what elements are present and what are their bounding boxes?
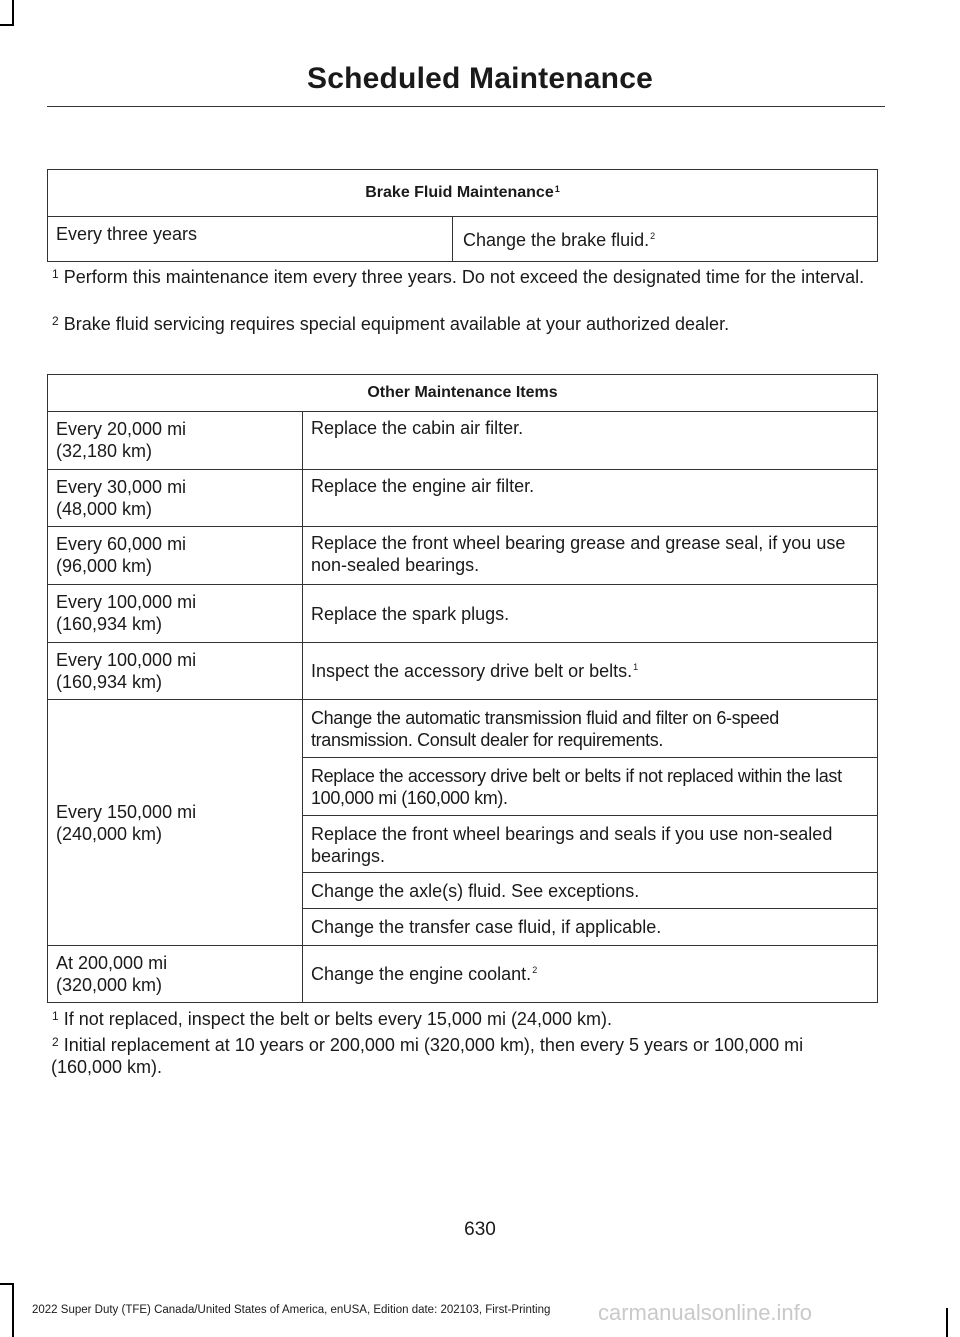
- interval-cell: [48, 643, 303, 700]
- action-cell: [303, 412, 878, 470]
- action-text: Change the automatic transmission fluid and filter on 6-speed transmission. Consult dealer for requirements.: [311, 708, 779, 750]
- action-cell: [303, 585, 878, 643]
- interval-cell: [48, 527, 303, 585]
- action-text: Change the transfer case fluid, if applicable.: [311, 917, 662, 937]
- other-maintenance-table: [47, 374, 878, 1003]
- interval-text: At 200,000 mi (320,000 km): [56, 953, 168, 995]
- brake-action: Change the brake fluid.: [463, 230, 650, 250]
- footnote-ref: 1: [554, 184, 560, 194]
- action-text: Inspect the accessory drive belt or belts.: [311, 661, 633, 681]
- other-footnote-2: [51, 1034, 841, 1078]
- crop-mark: [12, 1283, 14, 1337]
- crop-mark: [0, 24, 14, 26]
- brake-fluid-table: [47, 169, 878, 262]
- crop-mark: [12, 0, 14, 26]
- footnote-ref: 1: [633, 662, 639, 672]
- action-text: Replace the accessory drive belt or belts if not replaced within the last 100,000 mi (160,000 km).: [311, 766, 842, 808]
- action-text: Change the axle(s) fluid. See exceptions.: [311, 880, 640, 901]
- brake-table-title: Brake Fluid Maintenance: [365, 184, 554, 201]
- title-divider: [47, 106, 885, 107]
- action-cell: [303, 946, 878, 1003]
- footnote-text: If not replaced, inspect the belt or belts every 15,000 mi (24,000 km).: [58, 1009, 612, 1029]
- brake-table-header: [48, 170, 878, 217]
- page-title: Scheduled Maintenance: [307, 62, 653, 95]
- interval-cell: [48, 585, 303, 643]
- interval-text: Every 100,000 mi (160,934 km): [56, 592, 197, 634]
- action-text: Replace the front wheel bearing grease and grease seal, if you use non-sealed bearings.: [311, 533, 846, 575]
- group-interval-cell: [48, 700, 303, 946]
- crop-mark: [0, 1283, 14, 1285]
- footnote-number: 1: [52, 1009, 59, 1023]
- other-table-title: Other Maintenance Items: [367, 384, 558, 401]
- brake-footnote-2: [51, 313, 866, 335]
- page-number: 630: [464, 1219, 496, 1240]
- other-table-header: [48, 375, 878, 412]
- brake-action-cell: [453, 217, 878, 262]
- footnote-ref: 2: [650, 231, 656, 241]
- brake-interval: Every three years: [56, 224, 198, 244]
- footnote-number: 2: [52, 1035, 59, 1049]
- other-footnote-1: [51, 1008, 866, 1030]
- action-cell: [303, 758, 878, 816]
- interval-cell: [48, 470, 303, 527]
- watermark: carmanualsonline.info: [598, 1300, 813, 1325]
- footnote-number: 2: [52, 314, 59, 328]
- footnote-number: 1: [52, 267, 59, 281]
- action-text: Replace the engine air filter.: [311, 476, 535, 496]
- interval-cell: [48, 946, 303, 1003]
- interval-cell: [48, 412, 303, 470]
- footnote-text: Perform this maintenance item every three years. Do not exceed the designated time for the interval.: [58, 267, 865, 287]
- action-text: Change the engine coolant.: [311, 964, 532, 984]
- interval-text: Every 100,000 mi (160,934 km): [56, 650, 197, 692]
- action-text: Replace the cabin air filter.: [311, 418, 524, 438]
- action-text: Replace the spark plugs.: [311, 603, 510, 624]
- action-cell: [303, 909, 878, 946]
- interval-text: Every 30,000 mi (48,000 km): [56, 477, 187, 519]
- action-text: Replace the front wheel bearings and seals if you use non-sealed bearings.: [311, 824, 833, 866]
- action-cell: [303, 700, 878, 758]
- footnote-ref: 2: [532, 965, 538, 975]
- interval-text: Every 150,000 mi (240,000 km): [56, 801, 197, 844]
- action-cell: [303, 470, 878, 527]
- footnote-text: Brake fluid servicing requires special equipment available at your authorized dealer.: [58, 314, 730, 334]
- crop-mark: [946, 1308, 948, 1337]
- action-cell: [303, 873, 878, 909]
- action-cell: [303, 527, 878, 585]
- footer-text: 2022 Super Duty (TFE) Canada/United States of America, enUSA, Edition date: 202103, First-Printing: [32, 1304, 551, 1316]
- interval-text: Every 20,000 mi (32,180 km): [56, 419, 187, 461]
- footnote-text: Initial replacement at 10 years or 200,000 mi (320,000 km), then every 5 years or 100,000 mi (160,000 km).: [51, 1035, 804, 1077]
- action-cell: [303, 643, 878, 700]
- brake-interval-cell: [48, 217, 453, 262]
- interval-text: Every 60,000 mi (96,000 km): [56, 534, 187, 576]
- action-cell: [303, 816, 878, 873]
- brake-footnote-1: [51, 266, 866, 288]
